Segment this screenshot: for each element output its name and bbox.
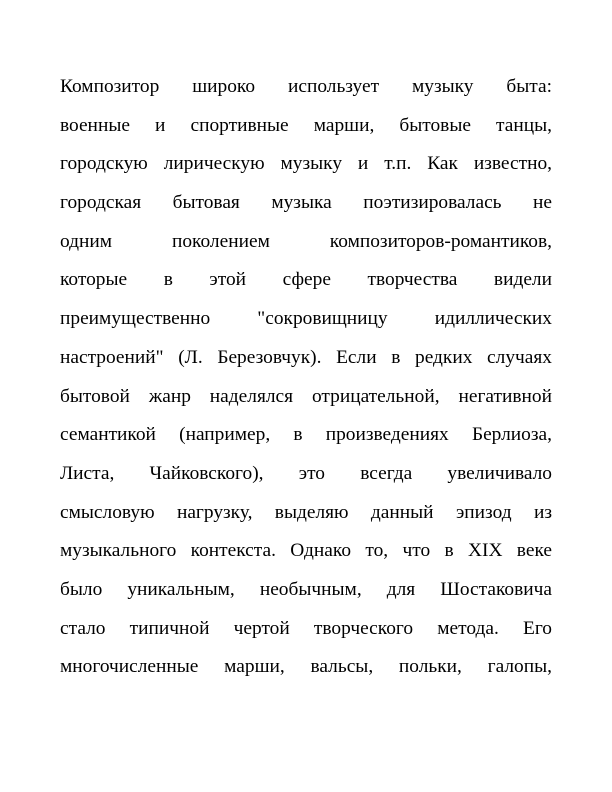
text-line: настроений" (Л. Березовчук). Если в редких случаях bbox=[60, 346, 552, 368]
text-line: которые в этой сфере творчества видели bbox=[60, 269, 552, 291]
text-line: Композитор широко использует музыку быта: bbox=[60, 76, 552, 97]
text-line: семантикой (например, в произведениях Берлиоза, bbox=[60, 424, 552, 446]
text-line: Листа, Чайковского), это всегда увеличивало bbox=[60, 462, 552, 484]
body-paragraph bbox=[60, 72, 552, 691]
text-line: музыкального контекста. Однако то, что в XIX веке bbox=[60, 540, 552, 562]
text-line: городскую лирическую музыку и т.п. Как известно, bbox=[60, 153, 552, 175]
text-line: городская бытовая музыка поэтизировалась не bbox=[60, 192, 552, 214]
text-line: одним поколением композиторов-романтиков, bbox=[60, 230, 552, 252]
text-line: было уникальным, необычным, для Шостаковича bbox=[60, 578, 552, 600]
text-line: многочисленные марши, вальсы, польки, галопы, bbox=[60, 656, 552, 678]
text-line: бытовой жанр наделялся отрицательной, негативной bbox=[60, 385, 552, 407]
text-line: преимущественно "сокровищницу идиллических bbox=[60, 308, 552, 330]
text-line: стало типичной чертой творческого метода. Его bbox=[60, 617, 552, 639]
text-line: военные и спортивные марши, бытовые танцы, bbox=[60, 114, 552, 136]
text-line: смысловую нагрузку, выделяю данный эпизод из bbox=[60, 501, 552, 523]
